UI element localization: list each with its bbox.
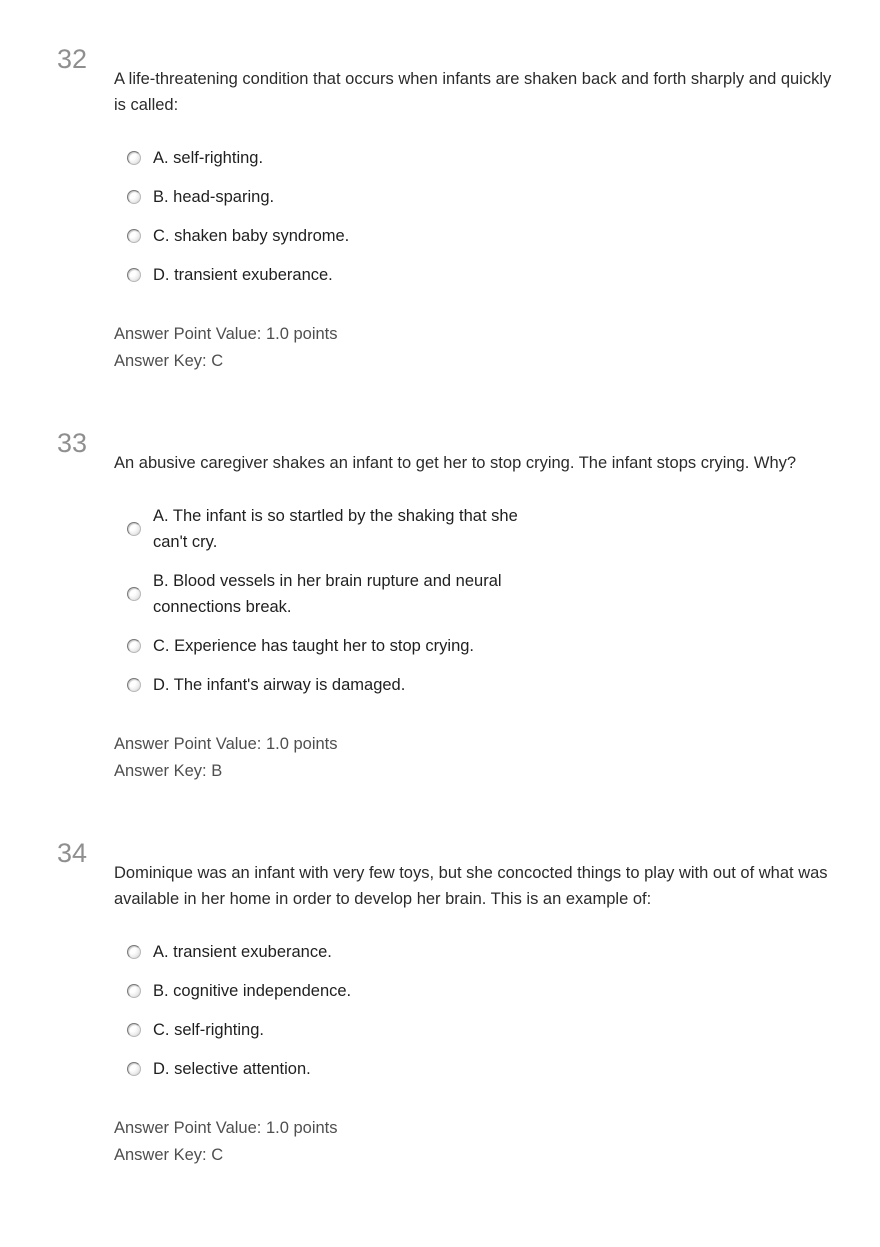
question-body	[114, 839, 846, 1169]
options-list	[114, 145, 846, 288]
option-label: C. Experience has taught her to stop crying.	[153, 637, 475, 655]
option-d[interactable]	[127, 1056, 846, 1082]
question-body	[114, 45, 846, 375]
option-a[interactable]	[127, 503, 846, 555]
radio-button-icon[interactable]	[127, 587, 141, 601]
answer-key: Answer Key: C	[114, 1146, 224, 1164]
option-d[interactable]	[127, 672, 846, 698]
answer-meta	[114, 321, 846, 375]
radio-button-icon[interactable]	[127, 151, 141, 165]
option-c[interactable]	[127, 633, 846, 659]
options-list	[114, 939, 846, 1082]
option-b[interactable]	[127, 978, 846, 1004]
question-text: A life-threatening condition that occurs when infants are shaken back and forth sharply and quickly is called:	[114, 70, 832, 114]
option-label: C. shaken baby syndrome.	[153, 227, 350, 245]
radio-button-icon[interactable]	[127, 268, 141, 282]
option-label: A. transient exuberance.	[153, 943, 332, 961]
radio-button-icon[interactable]	[127, 1062, 141, 1076]
question-text: Dominique was an infant with very few toys, but she concocted things to play with out of what was available in her home in order to develop her brain. This is an example of:	[114, 864, 828, 908]
option-c[interactable]	[127, 1017, 846, 1043]
radio-button-icon[interactable]	[127, 1023, 141, 1037]
radio-button-icon[interactable]	[127, 678, 141, 692]
radio-button-icon[interactable]	[127, 522, 141, 536]
answer-meta	[114, 731, 846, 785]
answer-meta	[114, 1115, 846, 1169]
option-d[interactable]	[127, 262, 846, 288]
option-label: C. self-righting.	[153, 1021, 264, 1039]
question-body	[114, 429, 846, 785]
option-a[interactable]	[127, 145, 846, 171]
option-label: B. Blood vessels in her brain rupture and neural connections break.	[153, 572, 502, 616]
option-c[interactable]	[127, 223, 846, 249]
question-block-34	[57, 839, 860, 1169]
option-a[interactable]	[127, 939, 846, 965]
option-label: D. transient exuberance.	[153, 266, 333, 284]
radio-button-icon[interactable]	[127, 190, 141, 204]
answer-point-value: Answer Point Value: 1.0 points	[114, 1119, 338, 1137]
option-label: B. cognitive independence.	[153, 982, 352, 1000]
question-text: An abusive caregiver shakes an infant to get her to stop crying. The infant stops crying. Why?	[114, 454, 797, 472]
option-label: A. self-righting.	[153, 149, 264, 167]
option-b[interactable]	[127, 568, 846, 620]
radio-button-icon[interactable]	[127, 984, 141, 998]
option-label: D. selective attention.	[153, 1060, 311, 1078]
question-block-32	[57, 45, 860, 375]
radio-button-icon[interactable]	[127, 945, 141, 959]
question-number: 33	[57, 428, 88, 458]
radio-button-icon[interactable]	[127, 639, 141, 653]
question-number: 32	[57, 44, 88, 74]
answer-point-value: Answer Point Value: 1.0 points	[114, 735, 338, 753]
options-list	[114, 503, 846, 698]
radio-button-icon[interactable]	[127, 229, 141, 243]
option-label: A. The infant is so startled by the shaking that she can't cry.	[153, 507, 518, 551]
option-label: D. The infant's airway is damaged.	[153, 676, 406, 694]
answer-key: Answer Key: B	[114, 762, 223, 780]
option-b[interactable]	[127, 184, 846, 210]
answer-point-value: Answer Point Value: 1.0 points	[114, 325, 338, 343]
option-label: B. head-sparing.	[153, 188, 275, 206]
answer-key: Answer Key: C	[114, 352, 224, 370]
question-number: 34	[57, 838, 88, 868]
question-block-33	[57, 429, 860, 785]
